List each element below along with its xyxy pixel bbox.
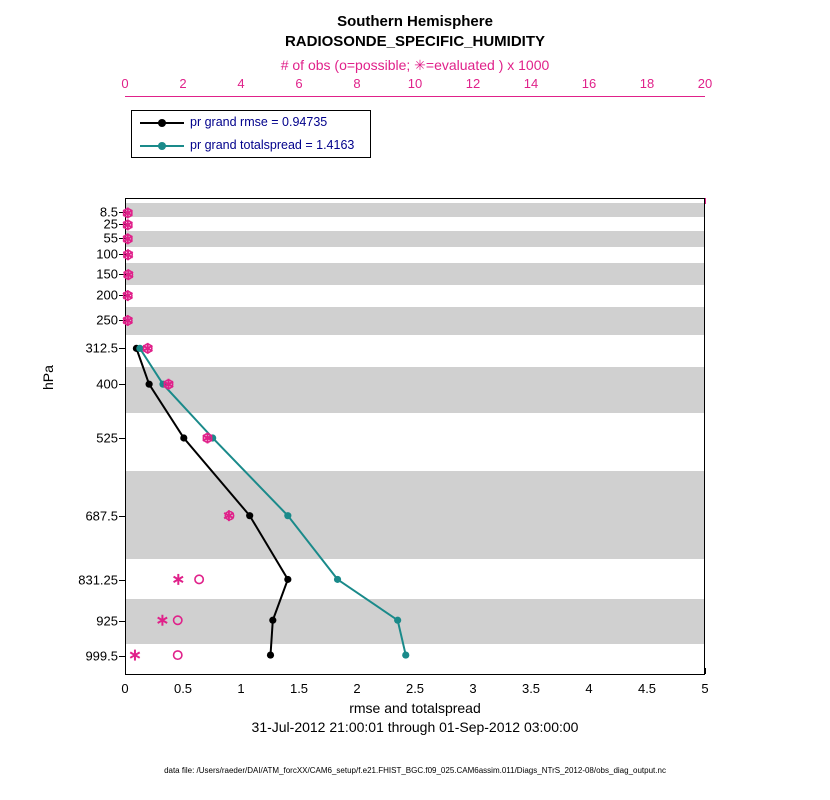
y-tick-label: 999.5 — [85, 648, 118, 664]
bottom-tick-label: 0 — [121, 681, 129, 696]
series-point — [246, 512, 253, 519]
legend-label-rmse: pr grand rmse = 0.94735 — [190, 115, 328, 129]
top-tick-label: 0 — [121, 76, 129, 91]
legend-marker-totalspread — [158, 142, 166, 150]
y-tick-label: 200 — [96, 287, 118, 303]
legend-item-rmse — [132, 111, 370, 135]
y-tick-label: 525 — [96, 430, 118, 446]
top-axis-line — [125, 96, 705, 97]
series-point — [284, 576, 291, 583]
x-axis-title: rmse and totalspread — [349, 700, 481, 716]
y-axis-title: hPa — [40, 365, 56, 390]
y-tick-label: 150 — [96, 266, 118, 282]
top-tick-label: 10 — [407, 76, 423, 91]
bottom-tick-label: 2.5 — [405, 681, 425, 696]
top-tick-label: 2 — [179, 76, 187, 91]
chart-svg — [126, 199, 704, 674]
top-tick-label: 16 — [581, 76, 597, 91]
plot-area — [125, 198, 705, 675]
series-point — [136, 345, 143, 352]
series-line — [136, 348, 287, 655]
title-line-1: Southern Hemisphere — [337, 13, 493, 30]
y-tick-label: 312.5 — [85, 340, 118, 356]
data-file-label: data file: /Users/raeder/DAI/ATM_forcXX/CAM6_setup/f.e21.FHIST_BGC.f09_025.CAM6assim.011/Diags_NTrS_2012-08/obs_diag_output.nc — [164, 766, 666, 775]
time-period-label: 31-Jul-2012 21:00:01 through 01-Sep-2012 03:00:00 — [251, 719, 579, 735]
top-tick-label: 4 — [237, 76, 245, 91]
y-tick-label: 687.5 — [85, 508, 118, 524]
page-title — [0, 12, 830, 52]
series-point — [269, 617, 276, 624]
bottom-tick-mark — [705, 668, 706, 674]
bottom-tick-label: 5 — [701, 681, 709, 696]
obs-evaluated-marker — [130, 650, 139, 661]
top-tick-label: 14 — [523, 76, 539, 91]
obs-evaluated-marker — [158, 615, 167, 626]
bottom-tick-label: 4.5 — [637, 681, 657, 696]
y-tick-label: 925 — [96, 613, 118, 629]
y-tick-label: 25 — [103, 216, 118, 232]
legend-item-totalspread — [132, 134, 370, 158]
top-tick-mark — [705, 198, 706, 204]
bottom-tick-label: 1.5 — [289, 681, 309, 696]
top-tick-label: 12 — [465, 76, 481, 91]
top-tick-label: 6 — [295, 76, 303, 91]
y-tick-label: 250 — [96, 312, 118, 328]
legend-marker-rmse — [158, 119, 166, 127]
obs-possible-marker — [195, 575, 203, 583]
series-point — [146, 381, 153, 388]
series-point — [180, 434, 187, 441]
y-tick-label: 55 — [103, 230, 118, 246]
legend — [131, 110, 371, 158]
series-point — [394, 617, 401, 624]
obs-possible-marker — [174, 651, 182, 659]
bottom-tick-label: 1 — [237, 681, 245, 696]
y-tick-label: 831.25 — [78, 572, 118, 588]
obs-possible-marker — [174, 616, 182, 624]
title-line-2: RADIOSONDE_SPECIFIC_HUMIDITY — [284, 33, 546, 50]
series-point — [284, 512, 291, 519]
top-tick-label: 18 — [639, 76, 655, 91]
top-tick-label: 20 — [697, 76, 713, 91]
series-line — [140, 348, 406, 655]
obs-evaluated-marker — [174, 574, 183, 585]
bottom-tick-label: 3 — [469, 681, 477, 696]
series-point — [402, 651, 409, 658]
bottom-tick-label: 4 — [585, 681, 593, 696]
y-tick-label: 8.5 — [99, 204, 118, 220]
top-tick-label: 8 — [353, 76, 361, 91]
legend-label-totalspread: pr grand totalspread = 1.4163 — [190, 138, 355, 152]
bottom-tick-label: 3.5 — [521, 681, 541, 696]
bottom-tick-label: 2 — [353, 681, 361, 696]
top-axis-title: # of obs (o=possible; ✳=evaluated ) x 1000 — [280, 57, 550, 73]
y-tick-label: 400 — [96, 376, 118, 392]
series-point — [267, 651, 274, 658]
bottom-tick-label: 0.5 — [173, 681, 193, 696]
y-tick-label: 100 — [96, 246, 118, 262]
series-point — [334, 576, 341, 583]
